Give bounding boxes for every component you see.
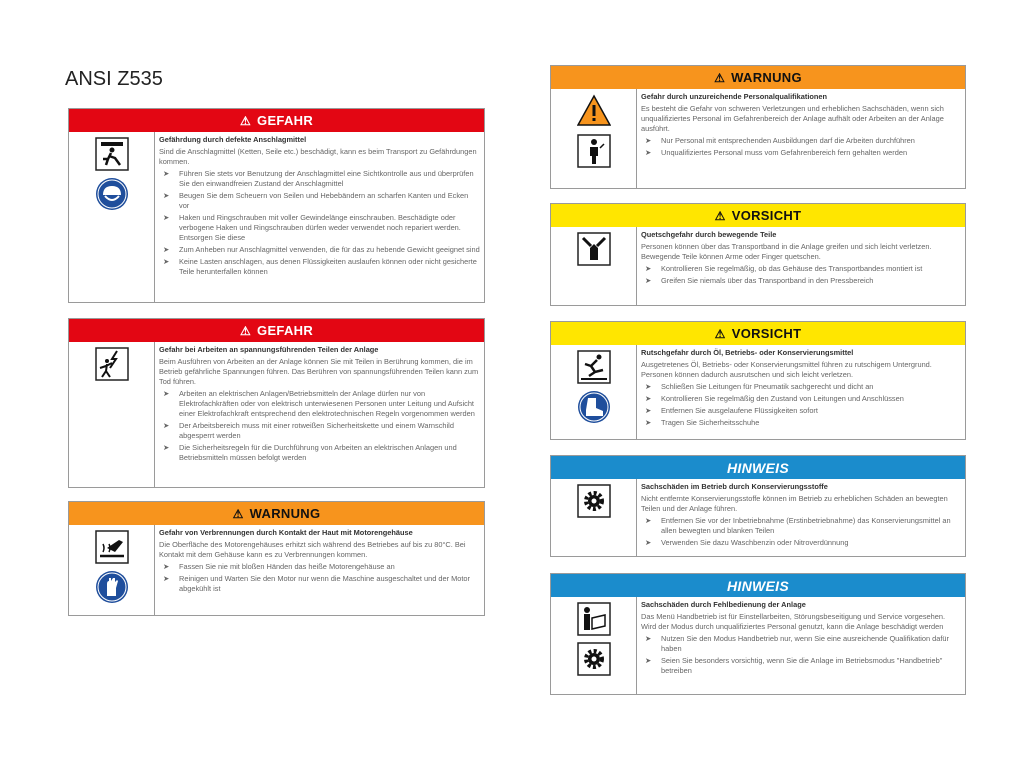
warning-triangle-icon: ⚠ [232,506,244,521]
hazard-description: Das Menü Handbetrieb ist für Einstellarbeiten, Störungsbeseitigung und Service vorgesehen. Wird der Modus durch unqualifiziertes Personal genutzt, kann die Anlage beschädigt werden [641,612,946,631]
list-item-text: Entfernen Sie ausgelaufene Flüssigkeiten sofort [661,406,818,415]
bullet-arrow-icon: ➤ [645,276,652,285]
warning-triangle-icon: ⚠ [714,208,726,223]
list-item [641,634,961,654]
list-item [641,382,961,392]
list-item [159,562,480,572]
list-item-text: Kontrollieren Sie regelmäßig, ob das Gehäuse des Transportbandes montiert ist [661,264,923,273]
pictogram-column [69,342,155,487]
bullet-arrow-icon: ➤ [163,443,170,452]
hazard-heading: Quetschgefahr durch bewegende Teile [641,230,777,239]
signal-word-header [551,322,965,345]
list-item [641,394,961,404]
list-item [641,516,961,536]
hazard-heading: Sachschäden durch Fehlbedienung der Anlage [641,600,806,609]
bullet-arrow-icon: ➤ [163,245,170,254]
list-item-text: Reinigen und Warten Sie den Motor nur wenn die Maschine ausgeschaltet und der Motor abgekühlt ist [179,574,471,593]
signal-word: WARNUNG [731,70,802,85]
bullet-arrow-icon: ➤ [163,257,170,266]
hazard-heading: Gefährdung durch defekte Anschlagmittel [159,135,307,144]
hazard-description: Beim Ausführen von Arbeiten an der Anlage können Sie mit Teilen in Berührung kommen, die im Betrieb gefährliche Spannungen führen. Das Berühren von spannungsführenden Teilen kann zum Tod führen. [159,357,479,386]
hazard-heading: Gefahr durch unzureichende Personalqualifikationen [641,92,828,101]
gear-icon [577,484,611,518]
list-item [159,574,480,594]
electric-shock-icon [95,347,129,381]
panel-text [637,89,965,188]
list-item [641,136,961,146]
panel-text [637,479,965,556]
pictogram-column [69,525,155,615]
list-item-text: Zum Anheben nur Anschlagmittel verwenden, die für das zu hebende Gewicht geeignet sind [179,245,480,254]
list-item-text: Verwenden Sie dazu Waschbenzin oder Nitroverdünnung [661,538,849,547]
signal-word: GEFAHR [257,323,314,338]
panel-text [637,227,965,305]
hazard-description: Die Oberfläche des Motorengehäuses erhitzt sich während des Betriebes auf bis zu 80°C. Bei Kontakt mit dem Gehäuse kann es zu Verbrennungen kommen. [159,540,466,559]
panel-text [155,525,484,615]
bullet-arrow-icon: ➤ [645,394,652,403]
list-item [641,418,961,428]
safety-panel-warnung [550,65,966,189]
list-item [159,257,480,277]
safety-panel-hinweis [550,455,966,557]
bullet-arrow-icon: ➤ [645,148,652,157]
hazard-description: Personen können über das Transportband in die Anlage greifen und sich leicht verletzen. Bewegende Teile können Arme oder Finger quetschen. [641,242,932,261]
suspended-load-icon [95,137,129,171]
bullet-arrow-icon: ➤ [163,562,170,571]
hazard-description: Es besteht die Gefahr von schweren Verletzungen und erheblichen Sachschäden, wenn sich unqualifiziertes Personal im Gefahrenbereich der Anlage aufhält oder Arbeiten an der Anlage ausführt. [641,104,944,133]
list-item [159,169,480,189]
hazard-heading: Gefahr von Verbrennungen durch Kontakt der Haut mit Motorengehäuse [159,528,413,537]
gloves-icon [95,570,129,604]
bullet-arrow-icon: ➤ [645,136,652,145]
hazard-heading: Gefahr bei Arbeiten an spannungsführenden Teilen der Anlage [159,345,379,354]
signal-word: VORSICHT [731,326,802,341]
signal-word: HINWEIS [727,459,789,476]
slip-hazard-icon [577,350,611,384]
pictogram-column [551,227,637,305]
safety-panel-vorsicht [550,203,966,306]
signal-word-header [551,66,965,89]
list-item [641,264,961,274]
warning-triangle-icon: ⚠ [714,326,726,341]
signal-word: HINWEIS [727,577,789,594]
bullet-arrow-icon: ➤ [163,389,170,398]
list-item [159,213,480,243]
panel-text [155,132,484,302]
hazard-description: Nicht entfernte Konservierungsstoffe können im Betrieb zu erheblichen Schäden an bewegten Teilen und der Anlage führen. [641,494,948,513]
list-item [641,406,961,416]
pictogram-column [551,479,637,556]
hazard-heading: Sachschäden im Betrieb durch Konservierungsstoffe [641,482,828,491]
list-item [641,538,961,548]
list-item-text: Nutzen Sie den Modus Handbetrieb nur, wenn Sie eine ausreichende Qualifikation dafür haben [661,634,950,653]
bullet-arrow-icon: ➤ [645,656,652,665]
safety-panel-gefahr [68,318,485,488]
panel-text [637,345,965,439]
bullet-arrow-icon: ➤ [163,191,170,200]
list-item-text: Keine Lasten anschlagen, aus denen Flüssigkeiten auslaufen können oder nicht gesicherte Teile herunterfallen können [179,257,477,276]
bullet-arrow-icon: ➤ [163,421,170,430]
list-item [641,276,961,286]
list-item [159,389,480,419]
qualified-person-icon [577,134,611,168]
list-item-text: Seien Sie besonders vorsichtig, wenn Sie die Anlage im Betriebsmodus "Handbetrieb" betreiben [661,656,943,675]
signal-word-header [551,456,965,479]
bullet-arrow-icon: ➤ [645,538,652,547]
gear-icon [577,642,611,676]
bullet-arrow-icon: ➤ [645,406,652,415]
hazard-description: Ausgetretenes Öl, Betriebs- oder Konservierungsmittel führen zu rutschigem Untergrund. Personen können dadurch ausrutschen und sich leicht verletzen. [641,360,932,379]
list-item-text: Der Arbeitsbereich muss mit einer rotweißen Sicherheitskette und einem Warnschild abgesperrt werden [179,421,454,440]
list-item [641,148,961,158]
bullet-arrow-icon: ➤ [645,634,652,643]
bullet-arrow-icon: ➤ [645,382,652,391]
warning-triangle-icon [577,94,611,128]
hazard-description: Sind die Anschlagmittel (Ketten, Seile etc.) beschädigt, kann es beim Transport zu Gefährdungen kommen. [159,147,477,166]
panel-text [637,597,965,694]
list-item [159,191,480,211]
bullet-arrow-icon: ➤ [163,169,170,178]
bullet-arrow-icon: ➤ [163,213,170,222]
safety-panel-gefahr [68,108,485,303]
list-item-text: Entfernen Sie vor der Inbetriebnahme (Erstinbetriebnahme) das Konservierungsmittel an allen bewegten und blanken Teilen [661,516,951,535]
warning-triangle-icon: ⚠ [239,323,252,338]
list-item-text: Fassen Sie nie mit bloßen Händen das heiße Motorengehäuse an [179,562,395,571]
signal-word: WARNUNG [249,506,321,521]
bullet-arrow-icon: ➤ [645,418,652,427]
pictogram-column [551,597,637,694]
list-item-text: Greifen Sie niemals über das Transportband in den Pressbereich [661,276,874,285]
list-item-text: Arbeiten an elektrischen Anlagen/Betriebsmitteln der Anlage dürfen nur von Elektrofachkräften oder von elektrisch unterwiesenen Personen unter Leitung und Aufsicht einer Elektrofachkraft entsprechend den elektrotechnischen Regeln vorgenommen werden [179,389,475,418]
list-item-text: Beugen Sie dem Scheuern von Seilen und Hebebändern an scharfen Kanten und Ecken vor [179,191,469,210]
safety-panel-warnung [68,501,485,616]
list-item [159,245,480,255]
bullet-arrow-icon: ➤ [645,264,652,273]
list-item-text: Führen Sie stets vor Benutzung der Anschlagmittel eine Sichtkontrolle aus und überprüfen Sie den einwandfreien Zustand der Anschlagmittel [179,169,474,188]
signal-word: GEFAHR [257,113,314,128]
helmet-icon [95,177,129,211]
safety-boots-icon [577,390,611,424]
hazard-heading: Rutschgefahr durch Öl, Betriebs- oder Konservierungsmittel [641,348,854,357]
signal-word-header [69,502,484,525]
bullet-arrow-icon: ➤ [163,574,170,583]
list-item [159,421,480,441]
list-item-text: Unqualifiziertes Personal muss vom Gefahrenbereich fern gehalten werden [661,148,908,157]
warning-triangle-icon: ⚠ [714,70,726,85]
panel-text [155,342,484,487]
warning-triangle-icon: ⚠ [239,113,252,128]
list-item-text: Haken und Ringschrauben mit voller Gewindelänge einschrauben. Beschädigte oder verbogene Haken und Ringschrauben dürfen weder verwendet noch repariert werden. Entsorgen Sie diese [179,213,461,242]
bullet-arrow-icon: ➤ [645,516,652,525]
pictogram-column [551,345,637,439]
signal-word-header [69,109,484,132]
pictogram-column [551,89,637,188]
safety-panel-vorsicht [550,321,966,440]
pictogram-column [69,132,155,302]
list-item [641,656,961,676]
read-manual-icon [577,602,611,636]
list-item-text: Schließen Sie Leitungen für Pneumatik sachgerecht und dicht an [661,382,874,391]
hand-crush-icon [577,232,611,266]
list-item-text: Tragen Sie Sicherheitsschuhe [661,418,760,427]
signal-word-header [551,574,965,597]
safety-panel-hinweis [550,573,966,695]
signal-word-header [69,319,484,342]
hot-surface-icon [95,530,129,564]
list-item-text: Die Sicherheitsregeln für die Durchführung von Arbeiten an elektrischen Anlagen und Betriebsmitteln müssen befolgt werden [179,443,457,462]
list-item-text: Nur Personal mit entsprechenden Ausbildungen darf die Arbeiten durchführen [661,136,915,145]
signal-word: VORSICHT [731,208,802,223]
list-item [159,443,480,463]
page-title: ANSI Z535 [65,68,163,90]
list-item-text: Kontrollieren Sie regelmäßig den Zustand von Leitungen und Anschlüssen [661,394,904,403]
signal-word-header [551,204,965,227]
